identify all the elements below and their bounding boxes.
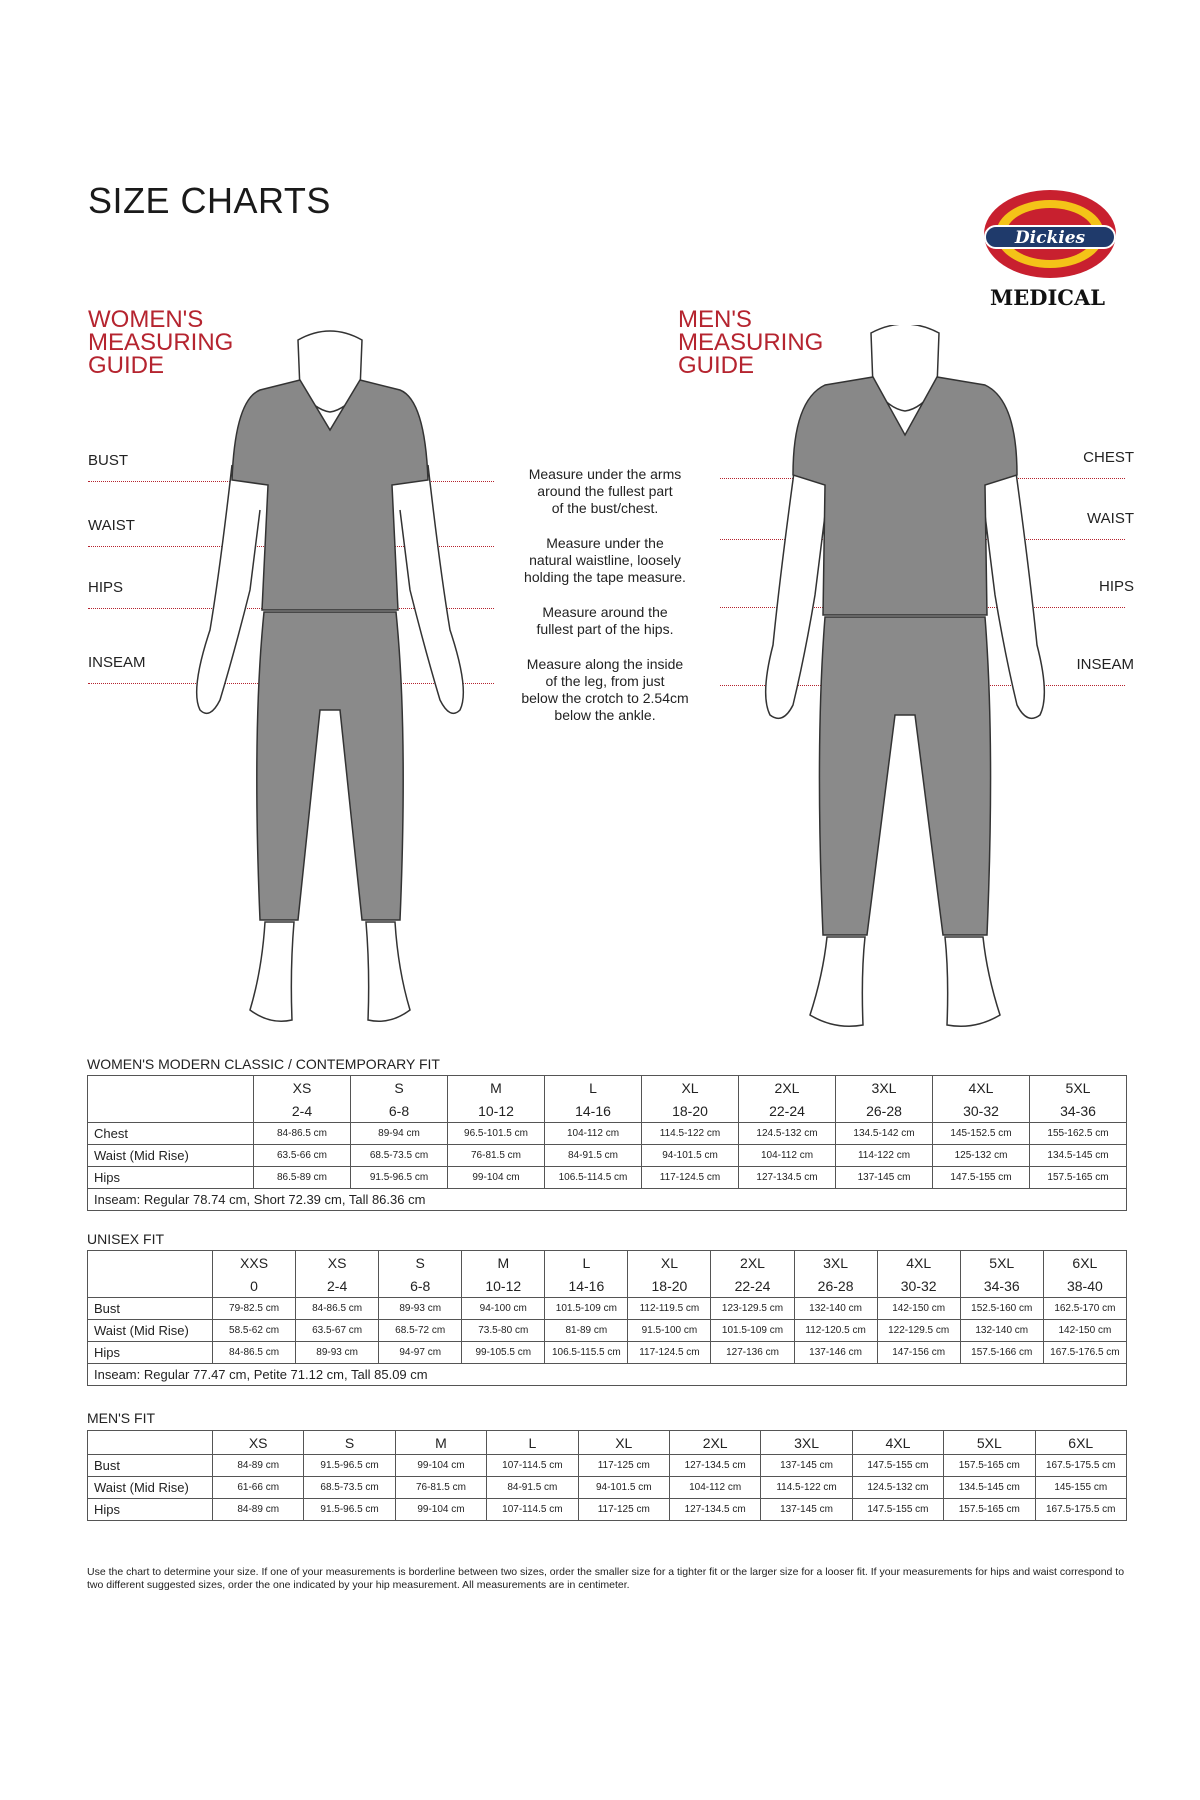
table-row — [88, 1455, 1127, 1477]
measurement-cell: 79-82.5 cm — [213, 1298, 296, 1320]
measurement-cell: 157.5-165 cm — [944, 1455, 1035, 1477]
measurement-cell: 127-134.5 cm — [669, 1499, 760, 1521]
size-header-cell: S — [379, 1251, 462, 1275]
size-header-cell: XS — [296, 1251, 379, 1275]
measurement-cell: 81-89 cm — [545, 1320, 628, 1342]
measurement-cell: 117-125 cm — [578, 1499, 669, 1521]
women-guide-line3: GUIDE — [88, 352, 165, 379]
measurement-cell: 84-91.5 cm — [487, 1477, 578, 1499]
measurement-cell: 84-91.5 cm — [545, 1145, 642, 1167]
measurement-cell: 84-89 cm — [213, 1499, 304, 1521]
measurement-cell: 137-145 cm — [761, 1499, 852, 1521]
size-header-row — [88, 1431, 1127, 1455]
numeric-size-cell: 34-36 — [960, 1274, 1043, 1298]
measurement-cell: 167.5-175.5 cm — [1035, 1455, 1126, 1477]
measurement-cell: 58.5-62 cm — [213, 1320, 296, 1342]
measurement-cell: 127-134.5 cm — [669, 1455, 760, 1477]
numeric-size-cell: 22-24 — [711, 1274, 794, 1298]
men-figure-illustration — [755, 325, 1055, 1035]
numeric-size-cell: 30-32 — [877, 1274, 960, 1298]
measurement-cell: 147-156 cm — [877, 1342, 960, 1364]
measurement-cell: 127-134.5 cm — [739, 1167, 836, 1189]
measurement-cell: 147.5-155 cm — [852, 1455, 943, 1477]
measurement-cell: 112-119.5 cm — [628, 1298, 711, 1320]
women-waist-label: WAIST — [88, 517, 135, 534]
row-label: Hips — [88, 1167, 254, 1189]
measurement-cell: 107-114.5 cm — [487, 1455, 578, 1477]
measurement-cell: 91.5-96.5 cm — [304, 1455, 395, 1477]
size-header-cell: L — [545, 1076, 642, 1100]
numeric-size-cell: 26-28 — [794, 1274, 877, 1298]
size-header-cell: 6XL — [1043, 1251, 1126, 1275]
measurement-cell: 84-86.5 cm — [254, 1123, 351, 1145]
measurement-cell: 68.5-73.5 cm — [304, 1477, 395, 1499]
measurement-cell: 76-81.5 cm — [448, 1145, 545, 1167]
numeric-size-cell: 2-4 — [254, 1099, 351, 1123]
row-label: Waist (Mid Rise) — [88, 1320, 213, 1342]
size-header-cell: XL — [628, 1251, 711, 1275]
men-guide-line2: MEASURING — [678, 329, 824, 356]
size-header-cell: 4XL — [877, 1251, 960, 1275]
measurement-cell: 84-86.5 cm — [296, 1298, 379, 1320]
measurement-cell: 106.5-114.5 cm — [545, 1167, 642, 1189]
row-label: Waist (Mid Rise) — [88, 1145, 254, 1167]
measurement-cell: 127-136 cm — [711, 1342, 794, 1364]
measurement-cell: 63.5-66 cm — [254, 1145, 351, 1167]
numeric-size-cell: 38-40 — [1043, 1274, 1126, 1298]
hips-instruction: Measure around the fullest part of the hips. — [536, 604, 674, 637]
men-chest-label: CHEST — [1083, 449, 1134, 466]
unisex-table-caption: UNISEX FIT — [87, 1231, 165, 1247]
measurement-cell: 101.5-109 cm — [711, 1320, 794, 1342]
size-header-cell: M — [462, 1251, 545, 1275]
women-table-caption: WOMEN'S MODERN CLASSIC / CONTEMPORARY FIT — [87, 1056, 440, 1072]
measurement-cell: 137-145 cm — [836, 1167, 933, 1189]
size-header-cell: L — [487, 1431, 578, 1455]
measurement-cell: 155-162.5 cm — [1030, 1123, 1127, 1145]
table-row — [88, 1167, 1127, 1189]
measurement-cell: 73.5-80 cm — [462, 1320, 545, 1342]
women-guide-line2: MEASURING — [88, 329, 234, 356]
header-blank-cell — [88, 1251, 213, 1298]
size-header-cell: 4XL — [852, 1431, 943, 1455]
numeric-size-cell: 22-24 — [739, 1099, 836, 1123]
numeric-size-cell: 18-20 — [642, 1099, 739, 1123]
measurement-cell: 99-104 cm — [395, 1499, 486, 1521]
measurement-cell: 112-120.5 cm — [794, 1320, 877, 1342]
men-table-caption: MEN'S FIT — [87, 1410, 156, 1426]
women-table-body — [88, 1076, 1127, 1211]
size-header-cell: 3XL — [836, 1076, 933, 1100]
dickies-logo-icon — [975, 186, 1125, 286]
measurement-cell: 94-101.5 cm — [578, 1477, 669, 1499]
size-header-cell: 6XL — [1035, 1431, 1126, 1455]
size-header-cell: 5XL — [1030, 1076, 1127, 1100]
measurement-cell: 117-124.5 cm — [642, 1167, 739, 1189]
size-header-cell: S — [351, 1076, 448, 1100]
unisex-table-body — [88, 1251, 1127, 1386]
women-bust-label: BUST — [88, 452, 129, 469]
measurement-cell: 145-155 cm — [1035, 1477, 1126, 1499]
measurement-cell: 142-150 cm — [877, 1298, 960, 1320]
measurement-cell: 99-104 cm — [395, 1455, 486, 1477]
women-size-table — [87, 1075, 1127, 1211]
page-title: SIZE CHARTS — [88, 180, 331, 221]
measurement-cell: 94-100 cm — [462, 1298, 545, 1320]
women-guide-line1: WOMEN'S — [88, 306, 204, 333]
measurement-cell: 162.5-170 cm — [1043, 1298, 1126, 1320]
row-label: Hips — [88, 1342, 213, 1364]
measurement-cell: 167.5-176.5 cm — [1043, 1342, 1126, 1364]
size-header-cell: XL — [578, 1431, 669, 1455]
numeric-size-cell: 14-16 — [545, 1274, 628, 1298]
measurement-cell: 104-112 cm — [545, 1123, 642, 1145]
measurement-cell: 104-112 cm — [739, 1145, 836, 1167]
table-row — [88, 1477, 1127, 1499]
measurement-cell: 101.5-109 cm — [545, 1298, 628, 1320]
size-header-cell: 5XL — [944, 1431, 1035, 1455]
size-header-cell: 2XL — [711, 1251, 794, 1275]
table-row — [88, 1123, 1127, 1145]
waist-instruction: Measure under the natural waistline, loosely holding the tape measure. — [524, 535, 686, 585]
size-header-cell: M — [395, 1431, 486, 1455]
numeric-size-cell: 6-8 — [351, 1099, 448, 1123]
measurement-cell: 107-114.5 cm — [487, 1499, 578, 1521]
measurement-cell: 89-94 cm — [351, 1123, 448, 1145]
measurement-cell: 86.5-89 cm — [254, 1167, 351, 1189]
measurement-cell: 68.5-73.5 cm — [351, 1145, 448, 1167]
measurement-cell: 63.5-67 cm — [296, 1320, 379, 1342]
numeric-size-cell: 14-16 — [545, 1099, 642, 1123]
table-row — [88, 1145, 1127, 1167]
size-header-cell: 5XL — [960, 1251, 1043, 1275]
inseam-note: Inseam: Regular 78.74 cm, Short 72.39 cm, Tall 86.36 cm — [88, 1189, 1127, 1211]
numeric-size-cell: 34-36 — [1030, 1099, 1127, 1123]
measurement-cell: 68.5-72 cm — [379, 1320, 462, 1342]
men-guide-line1: MEN'S — [678, 306, 752, 333]
measurement-cell: 124.5-132 cm — [739, 1123, 836, 1145]
size-header-cell: M — [448, 1076, 545, 1100]
measurement-cell: 91.5-96.5 cm — [304, 1499, 395, 1521]
measurement-cell: 89-93 cm — [379, 1298, 462, 1320]
size-header-cell: XS — [254, 1076, 351, 1100]
numeric-size-cell: 10-12 — [462, 1274, 545, 1298]
women-figure-illustration — [180, 330, 480, 1030]
header-blank-cell — [88, 1431, 213, 1455]
numeric-size-row — [88, 1274, 1127, 1298]
measurement-cell: 157.5-165 cm — [944, 1499, 1035, 1521]
measurement-cell: 142-150 cm — [1043, 1320, 1126, 1342]
measurement-cell: 137-146 cm — [794, 1342, 877, 1364]
men-waist-label: WAIST — [1087, 510, 1134, 527]
measurement-cell: 147.5-155 cm — [933, 1167, 1030, 1189]
size-header-cell: 2XL — [669, 1431, 760, 1455]
brand-sub: MEDICAL — [990, 285, 1106, 310]
measurement-cell: 84-89 cm — [213, 1455, 304, 1477]
size-header-cell: L — [545, 1251, 628, 1275]
measurement-cell: 114-122 cm — [836, 1145, 933, 1167]
measurement-cell: 117-124.5 cm — [628, 1342, 711, 1364]
unisex-size-table — [87, 1250, 1127, 1386]
measurement-cell: 94-101.5 cm — [642, 1145, 739, 1167]
row-label: Hips — [88, 1499, 213, 1521]
measurement-cell: 99-105.5 cm — [462, 1342, 545, 1364]
row-label: Chest — [88, 1123, 254, 1145]
numeric-size-cell: 6-8 — [379, 1274, 462, 1298]
measurement-cell: 134.5-145 cm — [1030, 1145, 1127, 1167]
row-label: Bust — [88, 1298, 213, 1320]
brand-name: Dickies — [1014, 228, 1086, 248]
row-label: Waist (Mid Rise) — [88, 1477, 213, 1499]
size-header-row — [88, 1076, 1127, 1100]
women-hips-label: HIPS — [88, 579, 124, 596]
size-header-cell: S — [304, 1431, 395, 1455]
table-row — [88, 1320, 1127, 1342]
measurement-cell: 145-152.5 cm — [933, 1123, 1030, 1145]
measurement-cell: 91.5-96.5 cm — [351, 1167, 448, 1189]
size-header-cell: XXS — [213, 1251, 296, 1275]
measurement-cell: 157.5-165 cm — [1030, 1167, 1127, 1189]
measurement-cell: 134.5-142 cm — [836, 1123, 933, 1145]
table-row — [88, 1499, 1127, 1521]
men-size-table — [87, 1430, 1127, 1521]
measurement-cell: 96.5-101.5 cm — [448, 1123, 545, 1145]
numeric-size-cell: 26-28 — [836, 1099, 933, 1123]
measurement-cell: 152.5-160 cm — [960, 1298, 1043, 1320]
measurement-cell: 91.5-100 cm — [628, 1320, 711, 1342]
measurement-cell: 106.5-115.5 cm — [545, 1342, 628, 1364]
men-inseam-label: INSEAM — [1076, 656, 1134, 673]
row-label: Bust — [88, 1455, 213, 1477]
measurement-cell: 94-97 cm — [379, 1342, 462, 1364]
size-header-cell: XL — [642, 1076, 739, 1100]
header-blank-cell — [88, 1076, 254, 1123]
measurement-cell: 137-145 cm — [761, 1455, 852, 1477]
measurement-cell: 125-132 cm — [933, 1145, 1030, 1167]
measurement-cell: 124.5-132 cm — [852, 1477, 943, 1499]
measurement-cell: 147.5-155 cm — [852, 1499, 943, 1521]
size-header-cell: 2XL — [739, 1076, 836, 1100]
numeric-size-cell: 10-12 — [448, 1099, 545, 1123]
men-hips-label: HIPS — [1098, 578, 1134, 595]
measurement-cell: 117-125 cm — [578, 1455, 669, 1477]
measurement-cell: 114.5-122 cm — [761, 1477, 852, 1499]
numeric-size-cell: 2-4 — [296, 1274, 379, 1298]
measurement-cell: 114.5-122 cm — [642, 1123, 739, 1145]
size-header-cell: 3XL — [794, 1251, 877, 1275]
inseam-instruction: Measure along the inside of the leg, from just below the crotch to 2.54cm below the ankle. — [521, 656, 689, 723]
measurement-cell: 61-66 cm — [213, 1477, 304, 1499]
numeric-size-cell: 18-20 — [628, 1274, 711, 1298]
measurement-cell: 84-86.5 cm — [213, 1342, 296, 1364]
measurement-cell: 89-93 cm — [296, 1342, 379, 1364]
measurement-cell: 104-112 cm — [669, 1477, 760, 1499]
size-header-cell: 4XL — [933, 1076, 1030, 1100]
inseam-note-row — [88, 1189, 1127, 1211]
men-table-body — [88, 1431, 1127, 1521]
measurement-cell: 122-129.5 cm — [877, 1320, 960, 1342]
size-header-row — [88, 1251, 1127, 1275]
measurement-cell: 157.5-166 cm — [960, 1342, 1043, 1364]
measurement-cell: 167.5-175.5 cm — [1035, 1499, 1126, 1521]
numeric-size-cell: 30-32 — [933, 1099, 1030, 1123]
measurement-cell: 134.5-145 cm — [944, 1477, 1035, 1499]
measurement-cell: 76-81.5 cm — [395, 1477, 486, 1499]
measurement-cell: 99-104 cm — [448, 1167, 545, 1189]
table-row — [88, 1298, 1127, 1320]
measurement-cell: 132-140 cm — [960, 1320, 1043, 1342]
women-inseam-label: INSEAM — [88, 654, 146, 671]
measurement-cell: 123-129.5 cm — [711, 1298, 794, 1320]
inseam-note: Inseam: Regular 77.47 cm, Petite 71.12 cm, Tall 85.09 cm — [88, 1364, 1127, 1386]
table-row — [88, 1342, 1127, 1364]
size-header-cell: XS — [213, 1431, 304, 1455]
footnote: Use the chart to determine your size. If one of your measurements is borderline between two sizes, order the smaller size for a tighter fit or the larger size for a looser fit. If your measurements for hips and waist correspond to two different suggested sizes, order the one indicated by your hip measurement. All measurements are in centimeter. — [87, 1566, 1125, 1591]
measurement-cell: 132-140 cm — [794, 1298, 877, 1320]
bust-instruction: Measure under the arms around the fullest part of the bust/chest. — [528, 466, 682, 516]
men-guide-line3: GUIDE — [678, 352, 755, 379]
size-header-cell: 3XL — [761, 1431, 852, 1455]
inseam-note-row — [88, 1364, 1127, 1386]
numeric-size-cell: 0 — [213, 1274, 296, 1298]
